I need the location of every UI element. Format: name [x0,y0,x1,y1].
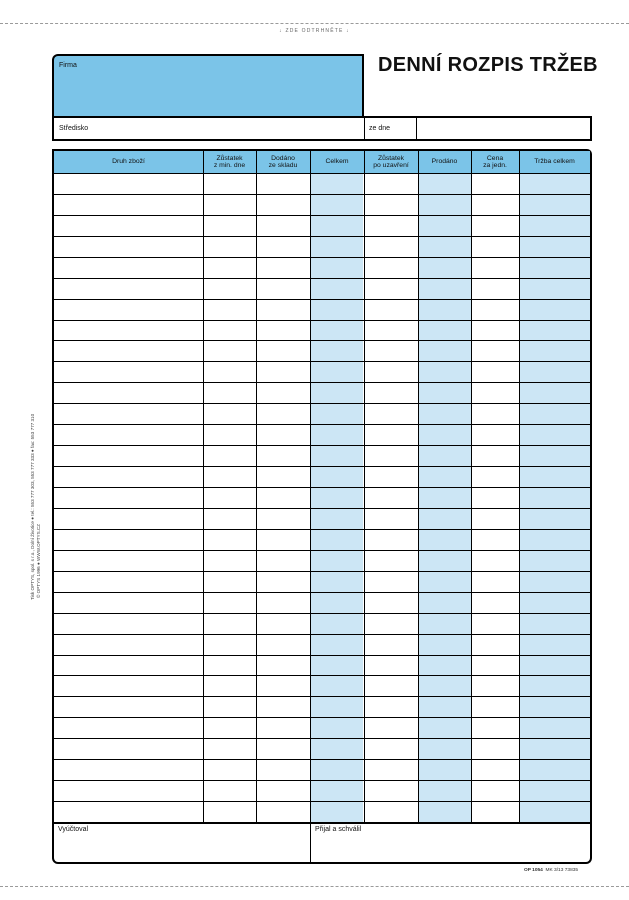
table-header [54,151,590,174]
firma-field[interactable] [52,54,364,118]
table-row-line [54,445,590,446]
table-row-line [54,361,590,362]
tear-label: ↓ ZDE ODTRHNĚTE ↓ [0,19,629,37]
table-row-line [54,278,590,279]
table-row-line [54,550,590,551]
column-header: Zůstatek z min. dne [213,154,246,169]
table-row-line [54,675,590,676]
table-row-line [54,592,590,593]
form-code: OP 1054 MK 3/13 73835 [524,868,579,873]
table-row-line [54,236,590,237]
table-row-line [54,634,590,635]
divider [364,118,365,139]
signature-box [52,820,592,864]
table-row-line [54,613,590,614]
form-title: DENNÍ ROZPIS TRŽEB [378,54,598,76]
table-row-line [54,655,590,656]
table-row-line [54,382,590,383]
table-column-line [471,151,472,822]
column-header: Dodáno ze skladu [268,154,298,169]
ze-dne-label: ze dne [369,125,391,132]
table-row-line [54,529,590,530]
table-column-line [310,151,311,822]
tear-line-bottom [0,886,629,887]
table-row-line [54,466,590,467]
column-header: Tržba celkem [534,158,575,166]
table-row-line [54,299,590,300]
stredisko-row [52,116,592,141]
stredisko-label: Středisko [59,125,89,132]
prijal-label: Přijal a schválil [315,826,362,833]
table-row-line [54,257,590,258]
column-header: Zůstatek po uzavření [373,154,409,169]
table-column-line [418,151,419,822]
vyuctoval-label: Vyúčtoval [58,826,89,833]
table-row-line [54,403,590,404]
table-row-line [54,487,590,488]
column-header: Celkem [325,158,349,166]
divider [310,820,311,862]
column-header: Prodáno [431,158,458,166]
table-row-line [54,717,590,718]
table-row-line [54,780,590,781]
sales-table [52,149,592,824]
table-row-line [54,696,590,697]
firma-label: Firma [59,62,77,69]
table-column-line [519,151,520,822]
table-row-line [54,215,590,216]
divider [416,118,417,139]
printer-info: Tisk OPTYS, spol. s r.o., Dolní Životice ● tel.: 553 777 303, 553 777 333 ● fax: 553 777 310 [30,413,35,600]
table-row-line [54,759,590,760]
table-row-line [54,424,590,425]
column-header: Cena za jedn. [483,154,507,169]
table-row-line [54,738,590,739]
table-row-line [54,320,590,321]
table-row-line [54,194,590,195]
table-column-line [364,151,365,822]
table-row-line [54,340,590,341]
column-header: Druh zboží [112,158,145,166]
table-column-line [256,151,257,822]
printer-web: © OPTYS 1996 ● WWW.OPTYS.CZ [36,523,41,598]
table-row-line [54,508,590,509]
table-row-line [54,801,590,802]
table-row-line [54,571,590,572]
table-column-line [203,151,204,822]
